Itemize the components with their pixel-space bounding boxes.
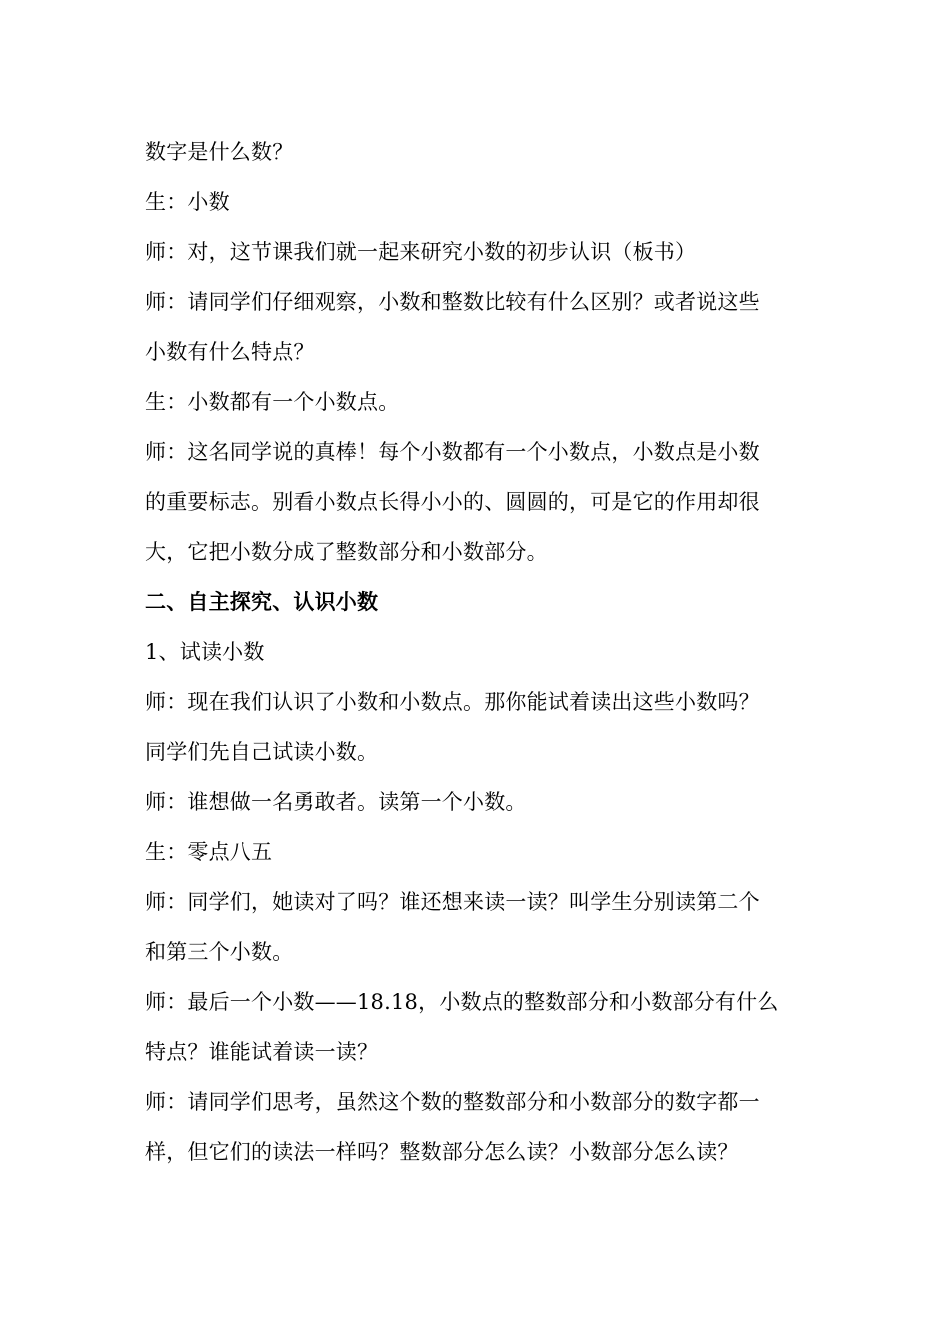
text-line: 师：最后一个小数——18.18，小数点的整数部分和小数部分有什么 xyxy=(145,990,779,1014)
text-line: 师：谁想做一名勇敢者。读第一个小数。 xyxy=(145,790,527,814)
text-line: 和第三个小数。 xyxy=(145,940,294,964)
text-line: 数字是什么数？ xyxy=(145,140,294,164)
text-line: 的重要标志。别看小数点长得小小的、圆圆的，可是它的作用却很 xyxy=(145,490,760,514)
text-line: 生：小数都有一个小数点。 xyxy=(145,390,400,414)
text-line: 生：小数 xyxy=(145,190,230,214)
text-line: 师：这名同学说的真棒！每个小数都有一个小数点，小数点是小数 xyxy=(145,440,760,464)
text-line: 大，它把小数分成了整数部分和小数部分。 xyxy=(145,540,548,564)
text-line: 样，但它们的读法一样吗？整数部分怎么读？小数部分怎么读？ xyxy=(145,1140,739,1164)
section-heading: 二、自主探究、认识小数 xyxy=(145,590,379,614)
text-line: 小数有什么特点？ xyxy=(145,340,315,364)
text-line: 师：现在我们认识了小数和小数点。那你能试着读出这些小数吗？ xyxy=(145,690,760,714)
text-line: 同学们先自己试读小数。 xyxy=(145,740,379,764)
text-line: 师：请同学们仔细观察，小数和整数比较有什么区别？或者说这些 xyxy=(145,290,760,314)
text-line: 师：同学们，她读对了吗？谁还想来读一读？叫学生分别读第二个 xyxy=(145,890,760,914)
text-line: 特点？谁能试着读一读？ xyxy=(145,1040,379,1064)
document-body xyxy=(145,127,810,1177)
subsection-heading: 1、试读小数 xyxy=(145,640,265,664)
text-line: 生：零点八五 xyxy=(145,840,273,864)
text-line: 师：对，这节课我们就一起来研究小数的初步认识（板书） xyxy=(145,240,697,264)
text-line: 师：请同学们思考，虽然这个数的整数部分和小数部分的数字都一 xyxy=(145,1090,760,1114)
